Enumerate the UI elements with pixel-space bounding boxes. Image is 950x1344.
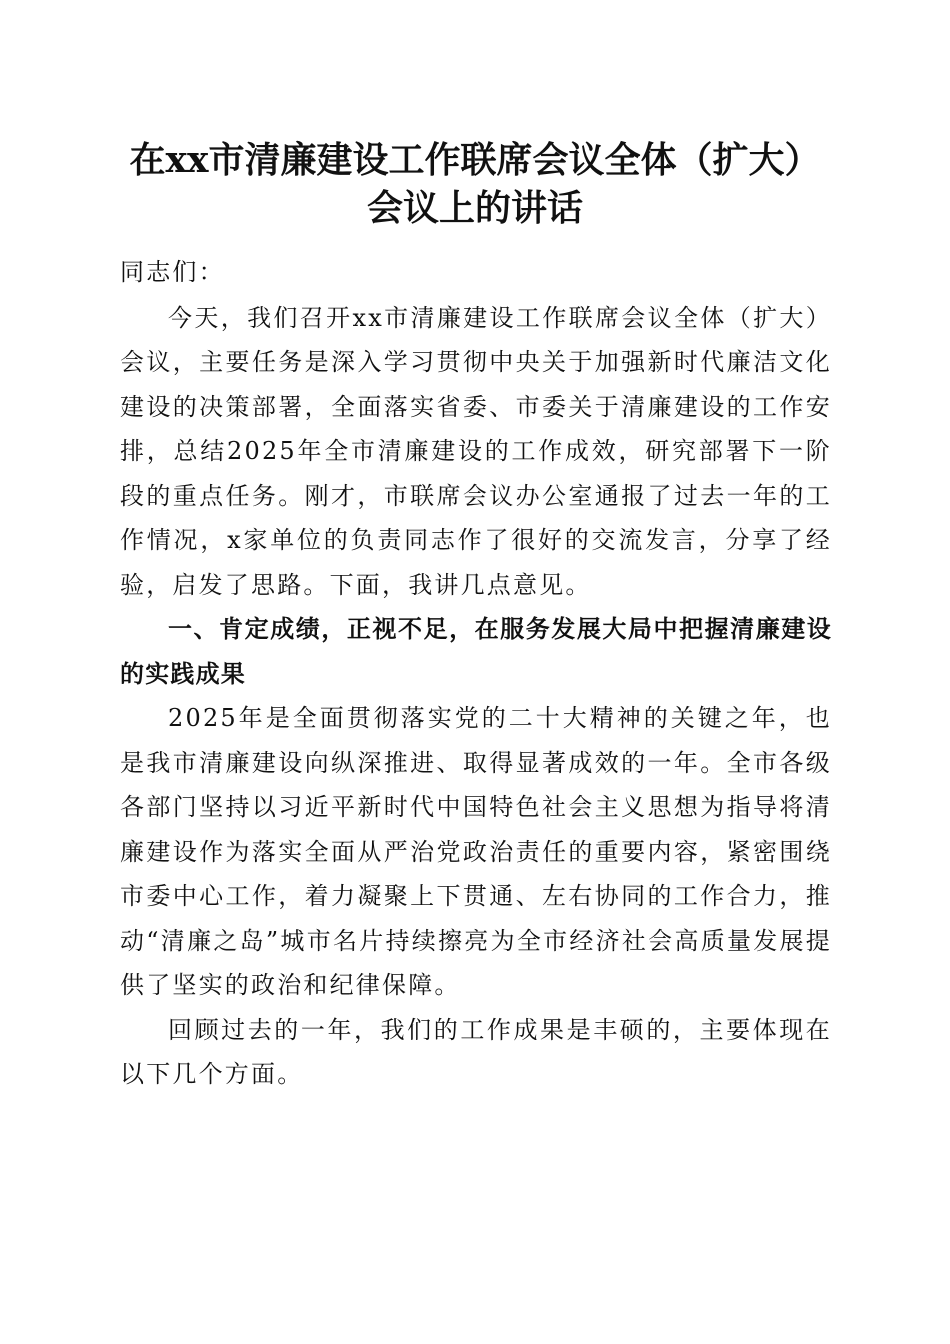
document-title-line-2: 会议上的讲话 xyxy=(366,187,583,229)
section-heading-1: 一、肯定成绩，正视不足，在服务发展大局中把握清廉建设的实践成果 xyxy=(120,615,832,688)
document-title-line-1: 在xx市清廉建设工作联席会议全体（扩大） xyxy=(129,139,821,181)
document-body xyxy=(120,250,832,1097)
paragraph-2025-review: 2025年是全面贯彻落实党的二十大精神的关键之年，也是我市清廉建设向纵深推进、取得显著成效的一年。全市各级各部门坚持以习近平新时代中国特色社会主义思想为指导将清廉建设作为落实全面从严治党政治责任的重要内容，紧密围绕市委中心工作，着力凝聚上下贯通、左右协同的工作合力，推动“清廉之岛”城市名片持续擦亮为全市经济社会高质量发展提供了坚实的政治和纪律保障。 xyxy=(120,704,832,999)
greeting: 同志们： xyxy=(120,258,225,286)
paragraph-achievements-lead: 回顾过去的一年，我们的工作成果是丰硕的，主要体现在以下几个方面。 xyxy=(120,1015,832,1088)
paragraph-intro: 今天，我们召开xx市清廉建设工作联席会议全体（扩大）会议，主要任务是深入学习贯彻中央关于加强新时代廉洁文化建设的决策部署，全面落实省委、市委关于清廉建设的工作安排，总结2025年全市清廉建设的工作成效，研究部署下一阶段的重点任务。刚才，市联席会议办公室通报了过去一年的工作情况，x家单位的负责同志作了很好的交流发言，分享了经验，启发了思路。下面，我讲几点意见。 xyxy=(120,303,832,599)
